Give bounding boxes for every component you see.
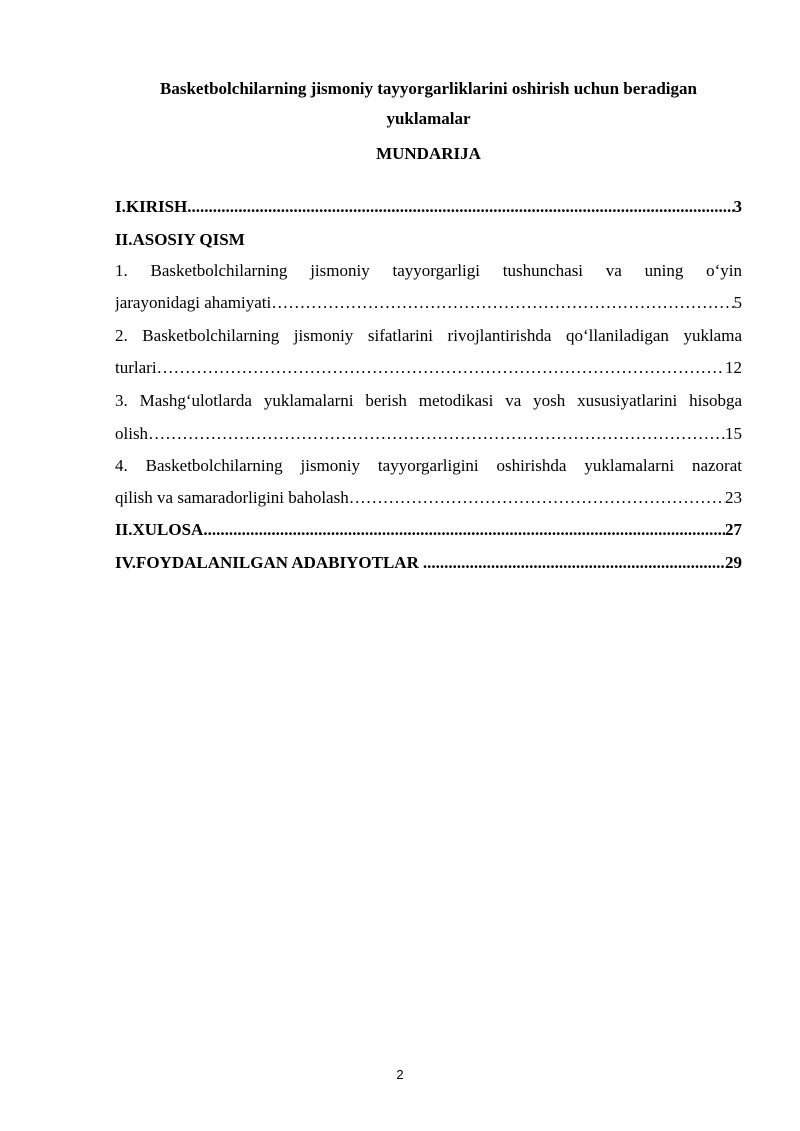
- toc-entry-label: qilish va samaradorligini baholash: [115, 488, 349, 507]
- toc-entry-2-line-1: 2. Basketbolchilarning jismoniy sifatlarini rivojlantirishda qo‘llaniladigan yuklama: [115, 326, 742, 345]
- toc-entry-1-line-1: 1. Basketbolchilarning jismoniy tayyorgarligi tushunchasi va uning o‘yin: [115, 261, 742, 280]
- document-title-line-2: yuklamalar: [386, 109, 471, 128]
- dot-leader: [187, 196, 733, 218]
- toc-entry-label: turlari: [115, 358, 157, 377]
- dot-leader: [157, 357, 725, 379]
- toc-page-number: 23: [725, 488, 742, 507]
- toc-entry-adabiyotlar: [115, 552, 742, 574]
- dot-leader: [271, 292, 733, 314]
- toc-heading: MUNDARIJA: [376, 144, 481, 163]
- toc-entry-4: [115, 487, 742, 509]
- toc-entry-3-line-1: 3. Mashg‘ulotlarda yuklamalarni berish metodikasi va yosh xususiyatlarini hisobga: [115, 391, 742, 410]
- toc-entry-label: II.XULOSA: [115, 520, 204, 539]
- toc-page-number: 15: [725, 424, 742, 443]
- toc-entry-xulosa: [115, 519, 742, 541]
- toc-entry-kirish: [115, 196, 742, 218]
- dot-leader: [419, 552, 725, 574]
- dot-leader: [203, 519, 725, 541]
- document-title-line-1: Basketbolchilarning jismoniy tayyorgarliklarini oshirish uchun beradigan: [159, 79, 697, 98]
- toc-page-number: 27: [725, 520, 742, 539]
- toc-entry-label: I.KIRISH: [115, 197, 188, 216]
- page-number: 2: [396, 1067, 404, 1082]
- toc-section-asosiy: II.ASOSIY QISM: [115, 230, 245, 249]
- toc-entry-2: [115, 357, 742, 379]
- toc-entry-label: olish: [115, 424, 149, 443]
- dot-leader: [349, 487, 725, 509]
- dot-leader: [148, 423, 725, 445]
- toc-page-number: 12: [725, 358, 742, 377]
- toc-page-number: 29: [725, 553, 742, 572]
- toc-entry-1: [115, 292, 742, 314]
- toc-page-number: 5: [733, 293, 742, 312]
- toc-entry-4-line-1: 4. Basketbolchilarning jismoniy tayyorgarligini oshirishda yuklamalarni nazorat: [115, 456, 742, 475]
- toc-entry-label: IV.FOYDALANILGAN ADABIYOTLAR: [115, 553, 419, 572]
- toc-entry-label: jarayonidagi ahamiyati: [115, 293, 272, 312]
- toc-entry-3: [115, 423, 742, 445]
- toc-page-number: 3: [733, 197, 742, 216]
